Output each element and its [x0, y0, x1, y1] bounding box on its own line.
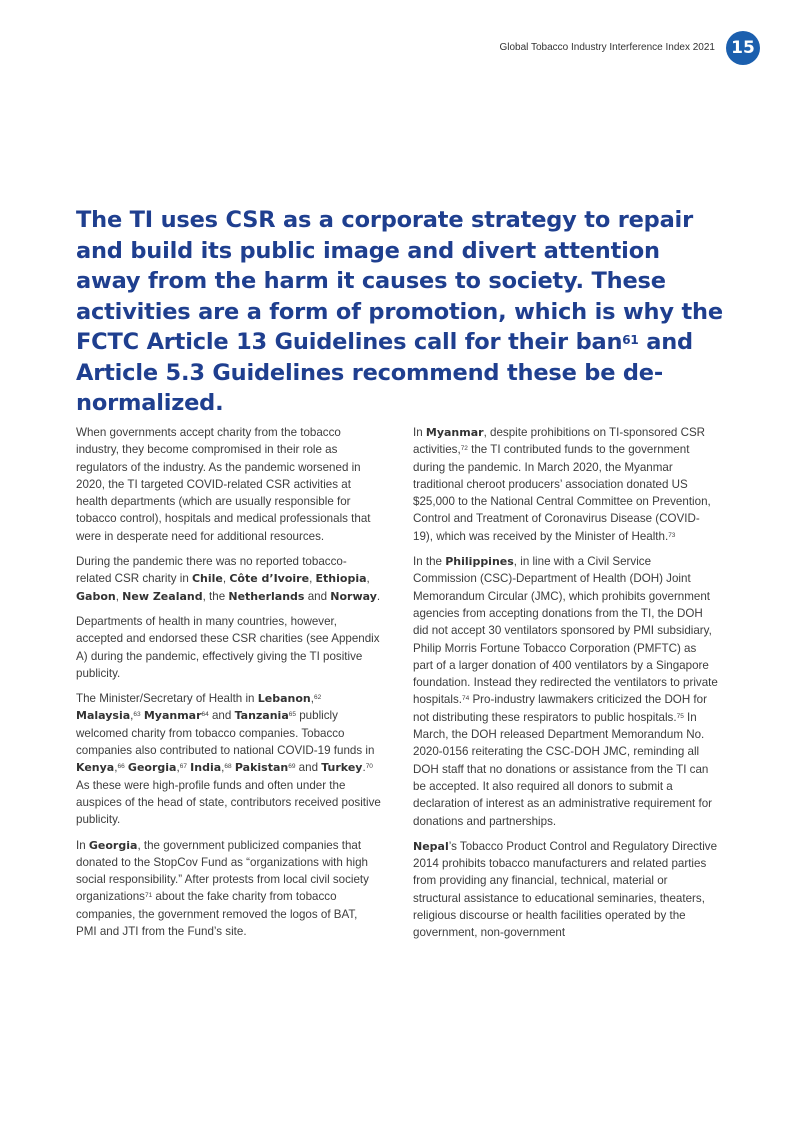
footnote-ref[interactable]: 62: [313, 694, 322, 702]
footnote-ref[interactable]: 63: [133, 711, 141, 719]
country-name: Malaysia: [76, 709, 131, 723]
paragraph: [413, 838, 718, 942]
text: ,: [115, 589, 123, 603]
footnote-ref[interactable]: 68: [224, 763, 232, 771]
text: In: [413, 426, 426, 439]
text: ,: [310, 692, 314, 706]
country-name: Tanzania: [234, 709, 289, 723]
text: , the: [202, 589, 229, 603]
paragraph: [76, 837, 381, 941]
text: and: [304, 589, 331, 603]
text: and: [295, 761, 322, 775]
country-name: Kenya: [76, 761, 115, 775]
text: the TI contributed funds to the government during the pandemic. In March 2020, the Myanmar traditional cheroot producers’ association donated US $25,000 to the National Central Committee on Prevention, Control and Treatment of Coronavirus Disease (COVID-19), which was received by the Minister of Health.: [413, 443, 711, 543]
country-name: Myanmar: [425, 426, 484, 439]
headline-text-2: and Article 5.3 Guidelines recommend these be de-normalized.: [76, 329, 693, 416]
country-name: Georgia: [127, 761, 177, 775]
text: .: [376, 589, 381, 603]
text: ,: [176, 761, 180, 775]
paragraph: When governments accept charity from the tobacco industry, they become compromised in their role as regulators of the industry. As the pandemic worsened in 2020, the TI targeted COVID-related CSR activities at health departments (which are usually responsible for tobacco control), hospitals and medical professionals that were in desperate need for additional resources.: [76, 426, 371, 543]
text: ,: [221, 761, 225, 775]
footnote-ref[interactable]: 65: [288, 711, 296, 719]
text: about the fake charity from tobacco companies, the government removed the logos of BAT, PMI and JTI from the Fund’s site.: [76, 890, 358, 939]
paragraph: [413, 553, 718, 830]
text: In: [76, 838, 89, 852]
country-name: Turkey: [321, 761, 363, 775]
country-name: Pakistan: [234, 761, 289, 775]
footnote-ref[interactable]: 61: [622, 333, 639, 347]
footnote-ref[interactable]: 75: [676, 712, 684, 720]
text: The Minister/Secretary of Health in: [76, 692, 258, 706]
paragraph: [76, 553, 381, 605]
footnote-ref[interactable]: 66: [117, 763, 125, 771]
country-name: Georgia: [88, 838, 138, 852]
country-name: Nepal: [413, 839, 449, 853]
country-name: Côte d’Ivoire: [229, 572, 310, 586]
text: ,: [130, 709, 134, 723]
country-name: Lebanon: [257, 692, 311, 706]
footnote-ref[interactable]: 73: [668, 531, 676, 539]
paragraph: [76, 690, 381, 828]
footnote-ref[interactable]: 72: [460, 445, 468, 453]
text: and: [208, 709, 235, 723]
paragraph: Departments of health in many countries, however, accepted and endorsed these CSR charities (see Appendix A) during the pandemic, effectively giving the TI positive publicity.: [76, 614, 380, 680]
running-header: Global Tobacco Industry Interference Index 2021: [499, 42, 715, 53]
text: ’s Tobacco Product Control and Regulatory Directive 2014 prohibits tobacco manufacturers and related parties from providing any financial, technical, material or structural assistance to educational seminaries, theaters, religious discourse or health facilities operated by the government, non-government: [413, 839, 718, 940]
page-number-badge: 15: [726, 31, 760, 65]
text: , despite prohibitions on TI-sponsored CSR activities,: [413, 426, 706, 457]
text: During the pandemic there was no reported tobacco-related CSR charity in: [76, 555, 347, 586]
text: As these were high-profile funds and often under the auspices of the head of state, contributors received positive publicity.: [76, 778, 381, 827]
left-column: [76, 424, 381, 948]
text: ,: [309, 572, 316, 586]
country-name: Myanmar: [143, 709, 202, 723]
country-name: Chile: [191, 572, 223, 586]
text: In March, the DOH released Department Memorandum No. 2020-0156 reiterating the CSC-DOH JMC, reminding all DOH staff that no donations or assistance from the TI can be accepted. It also required all donors to submit a declaration of interest as an administrative requirement for donations and partnerships.: [413, 710, 713, 828]
footnote-ref[interactable]: 70: [365, 763, 373, 771]
headline: [76, 205, 726, 419]
text: In the: [413, 555, 446, 569]
country-name: New Zealand: [122, 589, 203, 603]
paragraph: [413, 424, 718, 545]
text: publicly welcomed charity from tobacco companies. Tobacco companies also contributed to national COVID-19 funds in: [76, 709, 375, 758]
footnote-ref[interactable]: 67: [179, 763, 187, 771]
text: Pro-industry lawmakers criticized the DOH for not distributing these respirators to public hospitals.: [413, 693, 707, 724]
text: , in line with a Civil Service Commission (CSC)-Department of Health (DOH) Joint Memorandum Circular (JMC), which prohibits government agencies from accepting donations from the TI, the DOH did not accept 30 ventilators sponsored by PMI subsidiary, Philip Morris Fortune Tobacco Corporation (PMFTC) as part of a larger donation of 400 ventilators by a Singapore foundation. Instead they redirected the ventilators to private hospitals.: [413, 555, 718, 707]
right-column: [413, 424, 718, 950]
country-name: Netherlands: [228, 589, 305, 603]
text: ,: [222, 572, 230, 586]
footnote-ref[interactable]: 71: [144, 892, 153, 900]
footnote-ref[interactable]: 64: [201, 711, 209, 719]
text: , the government publicized companies that donated to the StopCov Fund as “organizations with high social responsibility.” After protests from local civil society organizations: [76, 838, 369, 904]
country-name: Gabon: [76, 589, 116, 603]
country-name: Philippines: [445, 555, 514, 569]
text: .: [362, 761, 366, 775]
footnote-ref[interactable]: 69: [288, 763, 296, 771]
text: ,: [366, 572, 370, 586]
country-name: Norway: [330, 589, 377, 603]
footnote-ref[interactable]: 74: [461, 695, 470, 703]
headline-text-1: The TI uses CSR as a corporate strategy to repair and build its public image and divert attention away from the harm it causes to society. These activities are a form of promotion, which is why the FCTC Article 13 Guidelines call for their ban: [76, 207, 723, 355]
text: ,: [114, 761, 118, 775]
country-name: India: [190, 761, 222, 775]
country-name: Ethiopia: [315, 572, 367, 586]
